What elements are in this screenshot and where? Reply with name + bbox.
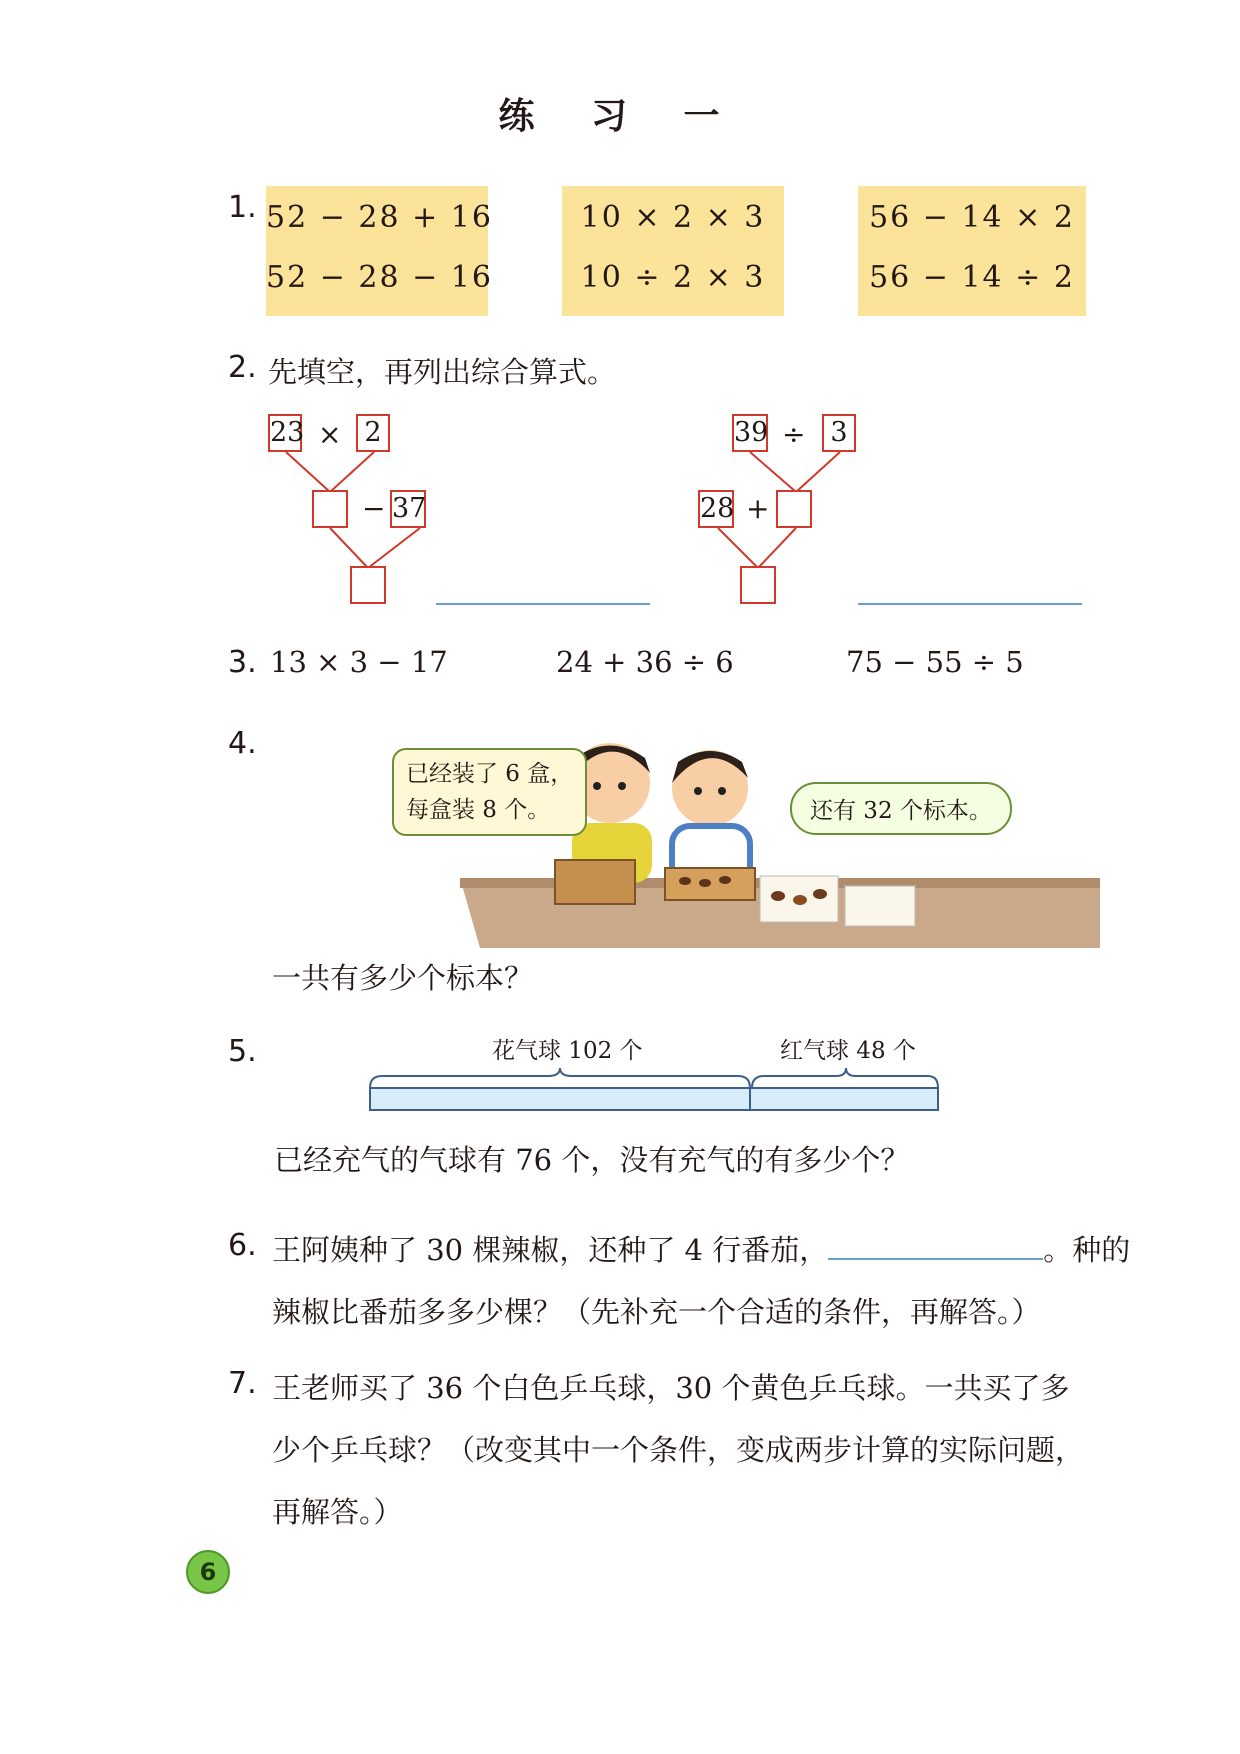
- q1-card-1: [266, 186, 493, 316]
- q6-line1: [272, 1228, 1130, 1269]
- q1-card-3: [858, 186, 1086, 316]
- q1-card-1-line2: 52 − 28 − 16: [266, 260, 493, 295]
- q2-right-answer-line[interactable]: [858, 603, 1082, 605]
- q4-bubble-left-line1: 已经装了 6 盒，: [406, 761, 574, 787]
- q2-left-blank-2[interactable]: [350, 566, 386, 604]
- q1-number: 1.: [228, 190, 257, 225]
- q3-number: 3.: [228, 645, 257, 680]
- q4-bubble-left: [392, 748, 587, 836]
- q2-number: 2.: [228, 350, 257, 385]
- q2-left-blank-1[interactable]: [312, 490, 348, 528]
- q1-card-2-line2: 10 ÷ 2 × 3: [580, 260, 766, 295]
- q6-fill-blank[interactable]: [828, 1232, 1043, 1260]
- page-title: 练 习 一: [498, 96, 742, 137]
- q4-question: 一共有多少个标本？: [272, 961, 534, 995]
- q2-right-box-b: 3: [822, 414, 856, 452]
- q2-right-box-c: 28: [698, 490, 734, 528]
- q2-right-op2: +: [746, 492, 770, 525]
- q6-line1-part-b: 。种的: [1043, 1233, 1131, 1267]
- page-number-badge: 6: [186, 1550, 230, 1594]
- q2-left-box-b: 2: [356, 414, 390, 452]
- q5-number: 5.: [228, 1034, 257, 1069]
- q2-left-op2: −: [362, 492, 386, 525]
- q2-left-op1: ×: [318, 418, 342, 451]
- q1-card-3-line2: 56 − 14 ÷ 2: [869, 260, 1075, 295]
- q7-line2: 少个乒乓球？（改变其中一个条件，变成两步计算的实际问题，: [272, 1433, 1085, 1467]
- q4-number: 4.: [228, 726, 257, 761]
- q4-bubble-left-line2: 每盒装 8 个。: [406, 797, 551, 823]
- q5-diagram: [368, 1066, 948, 1116]
- q2-right-box-a: 39: [732, 414, 768, 452]
- q7-number: 7.: [228, 1366, 257, 1401]
- q2-right-blank-1[interactable]: [776, 490, 812, 528]
- q5-question: 已经充气的气球有 76 个，没有充气的有多少个？: [274, 1143, 910, 1177]
- q3-expr-3: 75 − 55 ÷ 5: [846, 645, 1024, 679]
- q6-number: 6.: [228, 1228, 257, 1263]
- q7-line3: 再解答。）: [272, 1495, 403, 1529]
- q6-line2: 辣椒比番茄多多少棵？（先补充一个合适的条件，再解答。）: [272, 1295, 1041, 1329]
- q5-label-left: 花气球 102 个: [492, 1038, 643, 1064]
- q6-line1-part-a: 王阿姨种了 30 棵辣椒，还种了 4 行番茄，: [272, 1233, 829, 1267]
- q3-expr-1: 13 × 3 − 17: [270, 645, 448, 679]
- q2-left-box-c: 37: [390, 490, 426, 528]
- q3-expr-2: 24 + 36 ÷ 6: [556, 645, 734, 679]
- q2-prompt: 先填空，再列出综合算式。: [268, 355, 617, 389]
- q1-card-3-line1: 56 − 14 × 2: [869, 200, 1075, 235]
- q2-left-answer-line[interactable]: [436, 603, 650, 605]
- q1-card-2: [562, 186, 784, 316]
- q2-right-op1: ÷: [782, 418, 806, 451]
- q4-bubble-right: 还有 32 个标本。: [790, 782, 1012, 835]
- q7-line1: 王老师买了 36 个白色乒乓球，30 个黄色乒乓球。一共买了多: [272, 1371, 1070, 1405]
- q2-left-box-a: 23: [268, 414, 302, 452]
- q2-right-blank-2[interactable]: [740, 566, 776, 604]
- q1-card-1-line1: 52 − 28 + 16: [266, 200, 493, 235]
- q5-label-right: 红气球 48 个: [780, 1038, 916, 1064]
- q1-card-2-line1: 10 × 2 × 3: [580, 200, 766, 235]
